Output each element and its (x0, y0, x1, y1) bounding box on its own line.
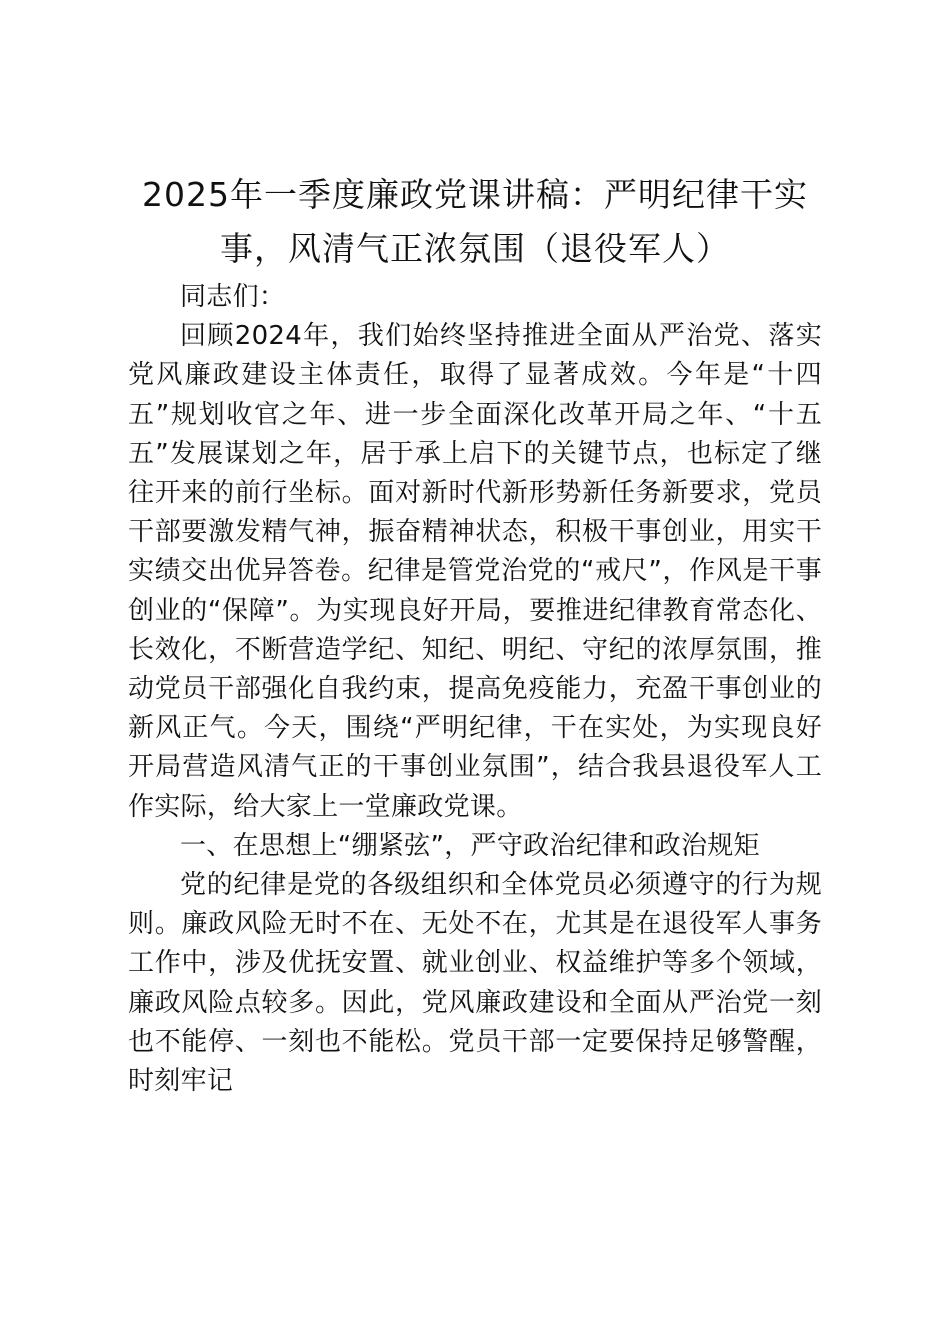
section-heading: 一、在思想上“绷紧弦”，严守政治纪律和政治规矩 (180, 830, 760, 861)
section-paragraph: 党的纪律是党的各级组织和全体党员必须遵守的行为规则。廉政风险无时不在、无处不在，尤其是在退役军人事务工作中，涉及优抚安置、就业创业、权益维护等多个领域，廉政风险点较多。因此，党风廉政建设和全面从严治党一刻也不能停、一刻也不能松。党员干部一定要保持足够警醒，时刻牢记 (128, 870, 822, 1097)
intro-paragraph: 回顾2024年，我们始终坚持推进全面从严治党、落实党风廉政建设主体责任，取得了显著成效。今年是“十四五”规划收官之年、进一步全面深化改革开局之年、“十五五”发展谋划之年，居于承上启下的关键节点，也标定了继往开来的前行坐标。面对新时代新形势新任务新要求，党员干部要激发精气神，振奋精神状态，积极干事创业，用实干实绩交出优异答卷。纪律是管党治党的“戒尺”，作风是干事创业的“保障”。为实现良好开局，要推进纪律教育常态化、长效化，不断营造学纪、知纪、明纪、守纪的浓厚氛围，推动党员干部强化自我约束，提高免疫能力，充盈干事创业的新风正气。今天，围绕“严明纪律，干在实处，为实现良好开局营造风清气正的干事创业氛围”，结合我县退役军人工作实际，给大家上一堂廉政党课。 (128, 321, 822, 822)
document-title: 2025年一季度廉政党课讲稿：严明纪律干实事，风清气正浓氛围（退役军人） (142, 175, 808, 268)
document-body (128, 278, 822, 1101)
salutation-paragraph: 同志们： (180, 282, 286, 312)
